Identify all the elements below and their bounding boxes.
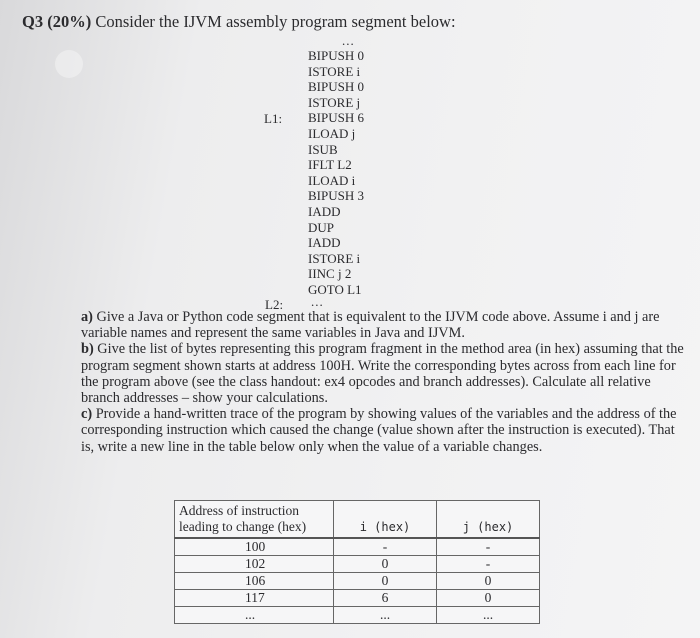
table-row <box>175 556 540 573</box>
label-l2: L2: <box>265 297 284 312</box>
cell-address: 100 <box>175 538 334 556</box>
part-b-text: Give the list of bytes representing this program fragment in the method area (in hex) assuming that the program segment shown starts at address 100H. Write the corresponding bytes across from each line for the program above (see the class handout: ex4 opcodes and branch addresses). Calculate all relative branch addresses – show your calculations. <box>81 341 684 407</box>
part-a-label: a) <box>81 309 93 325</box>
code-line: ILOAD j <box>308 125 356 141</box>
code-line: ISTORE j <box>308 94 361 110</box>
program-ellipsis-bottom: ... <box>311 294 324 309</box>
code-line: ILOAD i <box>308 172 356 188</box>
part-b-label: b) <box>81 341 94 358</box>
table-header-row <box>175 501 540 539</box>
code-line: ISUB <box>308 141 338 157</box>
code-line: BIPUSH 3 <box>308 188 364 204</box>
cell-i: 6 <box>334 590 437 607</box>
code-line: IINC j 2 <box>308 266 352 282</box>
cell-address: 106 <box>175 573 334 590</box>
part-c <box>81 406 686 455</box>
cell-j: - <box>437 538 540 556</box>
assembly-listing <box>308 48 364 298</box>
cell-i: 0 <box>334 573 437 590</box>
cell-i: 0 <box>334 556 437 573</box>
code-line: ISTORE i <box>308 63 361 79</box>
part-c-text: Provide a hand-written trace of the program by showing values of the variables and the address of the corresponding instruction which caused the change (value shown after the instruction is executed). That is, write a new line in the table below only when the value of a variable changes. <box>81 406 677 455</box>
part-b <box>81 341 686 406</box>
code-line: IADD <box>308 235 341 251</box>
question-title <box>22 12 456 32</box>
question-number: Q3 <box>22 12 44 31</box>
code-line: IFLT L2 <box>308 157 352 173</box>
cell-j: 0 <box>437 590 540 607</box>
part-c-label: c) <box>81 406 93 423</box>
cell-i: - <box>334 538 437 556</box>
cell-address: ... <box>175 607 334 624</box>
table-row <box>175 538 540 556</box>
code-line: GOTO L1 <box>308 281 362 297</box>
cell-j: ... <box>437 607 540 624</box>
part-a <box>81 309 686 341</box>
program-ellipsis-top: ... <box>342 33 355 48</box>
question-weight: (20%) <box>47 12 92 31</box>
cell-i: ... <box>334 607 437 624</box>
code-line: BIPUSH 6 <box>308 110 364 126</box>
table-row <box>175 607 540 624</box>
question-text: Consider the IJVM assembly program segment below: <box>95 12 456 31</box>
cell-j: 0 <box>437 573 540 590</box>
part-a-text: Give a Java or Python code segment that is equivalent to the IJVM code above. Assume i and j are variable names and represent the same variables in Java and IJVM. <box>81 309 660 342</box>
trace-table <box>174 500 540 624</box>
table-row <box>175 573 540 590</box>
code-line: ISTORE i <box>308 250 361 266</box>
cell-j: - <box>437 556 540 573</box>
header-i: i (hex) <box>334 501 437 539</box>
code-line: IADD <box>308 203 341 219</box>
code-line: BIPUSH 0 <box>308 48 364 63</box>
light-glare <box>55 50 83 78</box>
header-j: j (hex) <box>437 501 540 539</box>
code-line: BIPUSH 0 <box>308 79 364 95</box>
table-row <box>175 590 540 607</box>
label-l1: L1: <box>264 111 283 126</box>
question-parts <box>81 309 686 455</box>
code-line: DUP <box>308 219 335 235</box>
cell-address: 102 <box>175 556 334 573</box>
cell-address: 117 <box>175 590 334 607</box>
header-address: Address of instruction leading to change (hex) <box>175 501 334 539</box>
